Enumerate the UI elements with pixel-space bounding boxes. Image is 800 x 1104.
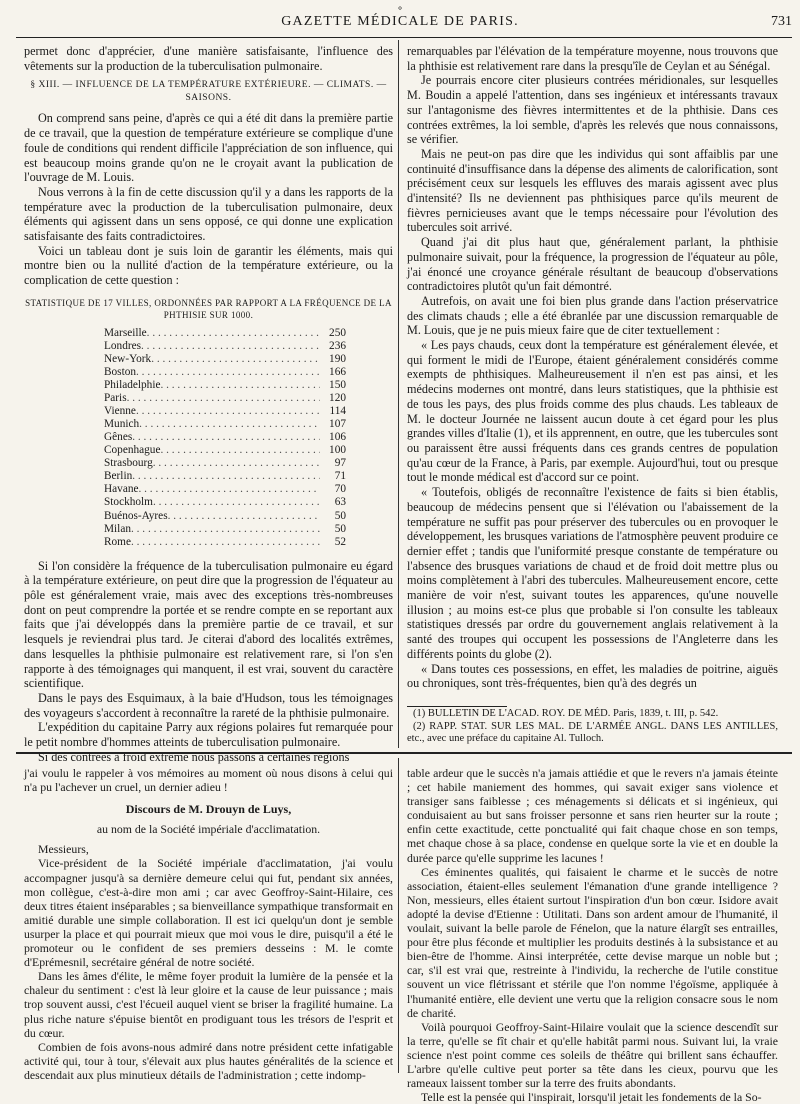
statistics-table-title: STATISTIQUE DE 17 VILLES, ORDONNÉES PAR RAPPORT A LA FRÉQUENCE DE LA PHTHISIE SUR 1000. [25,297,392,320]
leader-dots [153,457,320,470]
footnote-1: (1) BULLETIN DE L'ACAD. ROY. DE MÉD. Paris, 1839, t. III, p. 542. [413,708,719,719]
table-row [104,483,346,496]
quotation: « Toutefois, obligés de reconnaître l'existence de faits si bien établis, beaucoup de médecins pensent que si l'élévation ou l'abaissement de la température ne suffit pas pour préserver des tubercules ou en provoquer le développement, les brusques variations de l'atmosphère peuvent produire ce dernier effet ; tandis que l'uniformité presque constante de température ou l'absence des brusques variations de chaud et de froid doit mettre plus ou moins complètement à l'abri des tubercules. Malheureusement encore, cette manière de voir n'est, suivant toutes les apparences, qu'une nouvelle illusion ; au moins est-ce plus que probable si l'on consulte les tableaux statistiques dressés par ordre du gouvernement anglais relativement à la santé des troupes qui occupent les possessions de l'Angleterre dans les différents points du globe (2). [407,485,778,661]
leader-dots [168,510,320,523]
paragraph: Je pourrais encore citer plusieurs contrées méridionales, sur lesquelles M. Boudin a appelé l'attention, dans ses ingénieux et intéressants travaux sur l'antagonisme des fièvres intermittentes et de la phthisie. Dans ces contrées extrêmes, la loi semble, d'après les relevés que nous connaissons, se vérifier. [407,73,778,147]
table-row [104,405,346,418]
table-row [104,366,346,379]
paragraph: Vice-président de la Société impériale d'acclimatation, j'ai voulu accompagner jusqu'à sa dernière demeure celui qui fut, pendant six années, mon collègue, c'est-à-dire mon ami ; car avec Geoffroy-Saint-Hilaire, ces deux titres étaient inséparables ; sa bienveillance sympathique transformait en amitié durable une simple collaboration. Il est ici quelqu'un dont je semble usurper la place et qui pourrait mieux que moi vous le dire, puisqu'il a été le promoteur ou le confident de ses premiers desseins : M. le comte d'Eprémesnil, secrétaire général de notre société. [24,856,393,970]
statistics-table [104,327,346,549]
column-divider-lower [398,758,399,1073]
phthisis-frequency: 97 [334,457,346,470]
quotation: « Dans toutes ces possessions, en effet, les maladies de poitrine, aiguës ou chroniques, sont très-fréquentes, bien qu'à des degrés un [407,661,778,691]
paragraph: On comprend sans peine, d'après ce qui a été dit dans la première partie de ce travail, que la question de température extérieure se complique d'une foule de conditions qui rendent difficile l'appréciation de son influence, qui est beaucoup moins grande qu'on ne le croyait avant la publication de l'ouvrage de M. Louis. [24,111,393,185]
paragraph: L'expédition du capitaine Parry aux régions polaires fut remarquée pour le petit nombre d'hommes atteints de tuberculisation pulmonaire. [24,720,393,750]
footnote-rule [407,706,507,707]
lower-left-column [24,766,393,1082]
paragraph: Si des contrées à froid extrême nous passons à certaines régions [38,749,350,764]
table-row [104,510,346,523]
city-name: Buénos-Ayres [104,509,168,522]
phthisis-frequency: 106 [329,431,346,444]
paragraph: Combien de fois avons-nous admiré dans notre président cette infatigable activité qui, tour à tour, s'élevait aux plus hautes généralités de la science et descendait aux plus minutieux détails de l'administration ; cette indomp- [24,1039,393,1082]
footnotes [407,708,778,746]
leader-dots [131,523,320,536]
paragraph: Voilà pourquoi Geoffroy-Saint-Hilaire voulait que la science descendît sur la terre, qu'elle se fît chair et qu'elle habitât parmi nous. Suivant lui, la vraie science n'est point comme ces soleils de théâtre qui brillent sans échauffer. L'arbre qu'elle cultive peut porter sa tête dans les cieux, pourvu que les rameaux laissent tomber sur la terre des fruits abondants. [407,1019,778,1091]
leader-dots [136,405,320,418]
header-rule [16,37,792,38]
footnote-2: (2) RAPP. STAT. SUR LES MAL. DE L'ARMÉE ANGL. DANS LES ANTILLES, etc., avec une préface du capitaine Al. Tulloch. [407,720,778,744]
leader-dots [139,418,320,431]
table-row [104,536,346,549]
leader-dots [151,353,320,366]
header-ornament: ⚬ [396,3,404,13]
leader-dots [131,536,320,549]
phthisis-frequency: 52 [334,535,346,548]
city-name: New-York [104,352,152,365]
page-header [0,4,800,32]
phthisis-frequency: 190 [329,352,346,365]
paragraph: permet donc d'apprécier, d'une manière satisfaisante, l'influence des vêtements sur la production de la tuberculisation pulmonaire. [24,44,393,73]
city-name: Milan [104,522,131,535]
phthisis-frequency: 150 [329,379,346,392]
phthisis-frequency: 107 [329,418,346,431]
leader-dots [160,379,320,392]
city-name: Marseille [104,326,147,339]
paragraph: Dans les âmes d'élite, le même foyer produit la lumière de la pensée et la chaleur du sentiment : c'est là leur gloire et la cause de leur puissance ; mais trop souvent aussi, c'est l'écueil auquel vient se briser la fragilité humaine. La plus riche nature s'épuise bientôt en prodiguant tous les trésors de l'esprit et du cœur. [24,969,393,1040]
upper-left-column [24,44,393,764]
city-name: Philadelphie [104,379,161,392]
table-row [104,327,346,340]
table-row [104,353,346,366]
leader-dots [160,444,320,457]
leader-dots [139,483,321,496]
phthisis-frequency: 236 [329,339,346,352]
phthisis-frequency: 114 [329,405,346,418]
city-name: Boston [104,365,137,378]
city-name: Rome [104,535,131,548]
table-row [104,418,346,431]
table-row [104,496,346,509]
city-name: Munich [104,418,140,431]
paragraph: Mais ne peut-on pas dire que les individus qui sont affaiblis par une continuité d'insuffisance dans la dépense des aliments de calorification, sont précisément ceux sur lesquels les effluves des marais agissent avec plus d'intensité? Ils ne deviennent pas phthisiques parce qu'ils meurent de fièvres pernicieuses avant que le temps nécessaire pour l'évolution des tubercules soit arrivé. [407,146,778,235]
city-name: Strasbourg [104,457,153,470]
table-row [104,457,346,470]
leader-dots [141,340,320,353]
paragraph: Telle est la pensée qui l'inspirait, lorsqu'il jetait les fondements de la So- [421,1090,762,1104]
table-row [104,392,346,405]
phthisis-frequency: 120 [329,392,346,405]
phthisis-frequency: 71 [334,470,346,483]
table-row [104,470,346,483]
paragraph: table ardeur que le succès n'a jamais attiédie et que le revers n'a jamais éteinte ; cet habile maniement des hommes, qui savait exiger sans violence et transiger sans faiblesse ; ces ménagements si délicats et si ingénieux, qui conduisaient au but sans froisser personne et sans rien heurter sur la route ; enfin cette exactitude, cette ponctualité qui fait chaque chose en son temps, met chaque chose à sa place, condense en quelque sorte la vie et en double la durée parce qu'elle supprime les lacunes ! [407,766,778,865]
leader-dots [153,496,320,509]
city-name: Berlin [104,470,133,483]
paragraph: Nous verrons à la fin de cette discussion qu'il y a dans les rapports de la température avec la production de la tuberculisation pulmonaire, deux éléments qui agissent dans un sens opposé, ce qui donne une explication satisfaisante des faits contradictoires. [24,184,393,244]
lower-right-column [407,766,778,1104]
section-heading: § XIII. — INFLUENCE DE LA TEMPÉRATURE EXTÉRIEURE. — CLIMATS. — SAISONS. [30,80,387,104]
salutation: Messieurs, [38,842,89,857]
city-name: Vienne [104,405,136,418]
table-row [104,431,346,444]
city-name: Havane [104,483,139,496]
phthisis-frequency: 70 [334,483,346,496]
speech-title: Discours de M. Drouyn de Luys, [125,802,292,817]
phthisis-frequency: 250 [329,326,346,339]
speech-subtitle: au nom de la Société impériale d'acclimatation. [96,822,321,837]
table-row [104,379,346,392]
phthisis-frequency: 100 [329,444,346,457]
leader-dots [127,392,320,405]
section-separator-rule [16,752,792,754]
city-name: Londres [104,339,142,352]
city-name: Copenhague [104,444,161,457]
paragraph: Voici un tableau dont je suis loin de garantir les éléments, mais qui montre bien ou la nullité d'action de la température extérieure, ou la complication de cette question : [24,243,393,288]
paragraph: Ces éminentes qualités, qui faisaient le charme et le succès de notre association, étaient-elles seulement l'émanation d'une grande intelligence ? Non, messieurs, elles étaient surtout l'inspiration d'un bon cœur. Isidore avait adopté la devise d'Etienne : Utilitati. Dans son ardent amour de l'humanité, il voulait, suivant la belle parole de Fénelon, que la nature élargît ses entrailles, pour être plus féconde et multiplier les produits destinés à la subsistance et au bien-être de l'homme. Ainsi interprétée, cette devise marque un noble but ; car, s'il est vrai que, restreinte à l'individu, la recherche de l'utile constitue souvent un vice flétrissant et stérile que l'on nomme l'égoïsme, appliquée à l'humanité entière, elle devient une vertu que la religion consacre sous le nom de charité. [407,864,778,1020]
journal-title: GAZETTE MÉDICALE DE PARIS. [281,14,519,29]
city-name: Stockholm [104,496,153,509]
phthisis-frequency: 166 [329,365,346,378]
paragraph: Quand j'ai dit plus haut que, généralement parlant, la phthisie pulmonaire suivait, pour la fréquence, la progression de l'équateur au pôle, j'ai énoncé une croyance générale résultant de beaucoup d'observations contradictoires plutôt qu'un fait démontré. [407,235,778,294]
phthisis-frequency: 50 [334,509,346,522]
paragraph: j'ai voulu le rappeler à vos mémoires au moment où nous disons à celui qui n'a pu l'achever un cruel, un dernier adieu ! [24,766,393,795]
paragraph: Si l'on considère la fréquence de la tuberculisation pulmonaire eu égard à la température extérieure, on peut dire que la progression de l'équateur au pôle est généralement vraie, mais avec des exceptions très-nombreuses dont on peut comprendre la portée et se rendre compte en se reportant aux faits que j'ai développés dans la première partie de ce travail, et sur lesquels je reviendrai plus tard. Je citerai d'abord des localités extrêmes, dans lesquelles la phthisie pulmonaire est relativement rare, si l'on s'en rapporte à des témoignages qui manquent, il est vrai, souvent du caractère scientifique. [24,558,393,691]
column-divider-upper [398,40,399,748]
table-row [104,340,346,353]
quotation: « Les pays chauds, ceux dont la température est généralement élevée, et qui forment le midi de l'Europe, étaient généralement considérés comme exempts de phthisiques. Malheureusement il n'en est pas ainsi, et les médecins modernes ont montré, dans leurs statistiques, que la phthisie est de tous les pays, des plus froids comme des plus chauds. Les tableaux de M. le docteur Journée ne laissent aucun doute à cet égard pour les plus grandes villes d'Italie (1), et ils apprennent, en outre, que les tubercules sont ou paraissent être aussi fréquents dans ces grands centres de population qu'au cœur de la France, à Paris, par exemple. Aujourd'hui, tout ou presque tout le monde médical est d'accord sur ce point. [407,338,778,485]
city-name: Gênes [104,431,133,444]
leader-dots [132,470,320,483]
phthisis-frequency: 63 [334,496,346,509]
page-number: 731 [771,14,792,29]
paragraph: Autrefois, on avait une foi bien plus grande dans l'action préservatrice des climats chauds ; elle a été ébranlée par une discussion remarquable de M. Louis, que je ne puis mieux faire que de citer textuellement : [407,293,778,338]
table-row [104,444,346,457]
leader-dots [132,431,320,444]
paragraph: remarquables par l'élévation de la température moyenne, nous trouvons que la phthisie est relativement rare dans la presqu'île de Ceylan et au Sénégal. [407,44,778,73]
leader-dots [147,327,320,340]
city-name: Paris [104,392,127,405]
leader-dots [136,366,320,379]
phthisis-frequency: 50 [334,522,346,535]
upper-right-column [407,44,778,691]
table-row [104,523,346,536]
paragraph: Dans le pays des Esquimaux, à la baie d'Hudson, tous les témoignages des voyageurs s'accordent à reconnaître la rareté de la phthisie pulmonaire. [24,690,393,720]
